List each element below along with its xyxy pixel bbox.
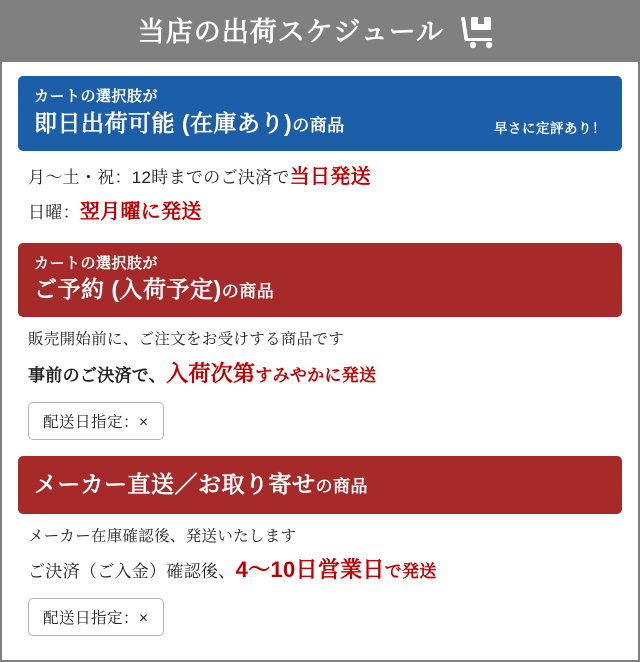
page-title: 当店の出荷スケジュール (137, 16, 445, 47)
detail-highlight: 翌月曜に発送 (79, 200, 202, 223)
delivery-date-badge: 配送日指定：× (28, 598, 164, 636)
section-band-preorder (18, 243, 622, 318)
page-header (2, 2, 638, 62)
band-main-text-immediate: 即日出荷可能 (在庫あり) (34, 109, 293, 136)
detail-line (28, 329, 614, 351)
detail-line (28, 526, 614, 548)
delivery-cart-icon (458, 15, 502, 49)
detail-highlight: 入荷次第 (166, 360, 256, 386)
detail-prefix: 月～土・祝：12時までのご決済で (28, 167, 290, 187)
section-details-dropship (18, 514, 622, 646)
detail-prefix: ご決済（ご入金）確認後、 (28, 562, 236, 581)
detail-line (28, 163, 614, 192)
section-band-immediate (18, 76, 622, 151)
detail-suffix: すみやかに発送 (255, 365, 377, 385)
schedule-content (2, 62, 638, 660)
detail-prefix: メーカー在庫確認後、発送いたします (28, 527, 297, 545)
detail-prefix: 日曜： (28, 202, 80, 222)
band-small-label-preorder: カートの選択肢が (34, 254, 159, 272)
band-main-label-preorder (34, 275, 606, 305)
band-main-suffix-dropship: の商品 (315, 476, 369, 496)
detail-highlight: 当日発送 (289, 165, 371, 188)
detail-prefix: 事前のご決済で、 (28, 365, 167, 385)
band-note-immediate: 早さに定評あり！ (494, 120, 606, 136)
section-band-dropship (18, 456, 622, 514)
section-details-preorder (18, 317, 622, 449)
detail-suffix: で発送 (384, 562, 437, 581)
detail-prefix: 販売開始前に、ご注文をお受けする商品です (28, 331, 345, 349)
band-main-text-dropship: メーカー直送／お取り寄せ (34, 470, 316, 497)
band-small-label-immediate: カートの選択肢が (34, 88, 159, 105)
band-main-suffix-preorder: の商品 (221, 282, 275, 302)
detail-line (28, 554, 614, 586)
section-details-immediate (18, 151, 622, 243)
band-main-suffix-immediate: の商品 (292, 115, 345, 135)
delivery-date-badge: 配送日指定：× (28, 402, 164, 440)
band-main-text-preorder: ご予約 (入荷予定) (34, 276, 222, 303)
detail-line (28, 198, 614, 227)
detail-line (28, 358, 614, 390)
band-main-label-dropship (34, 470, 606, 500)
detail-highlight: 4～10日営業日 (235, 557, 385, 582)
